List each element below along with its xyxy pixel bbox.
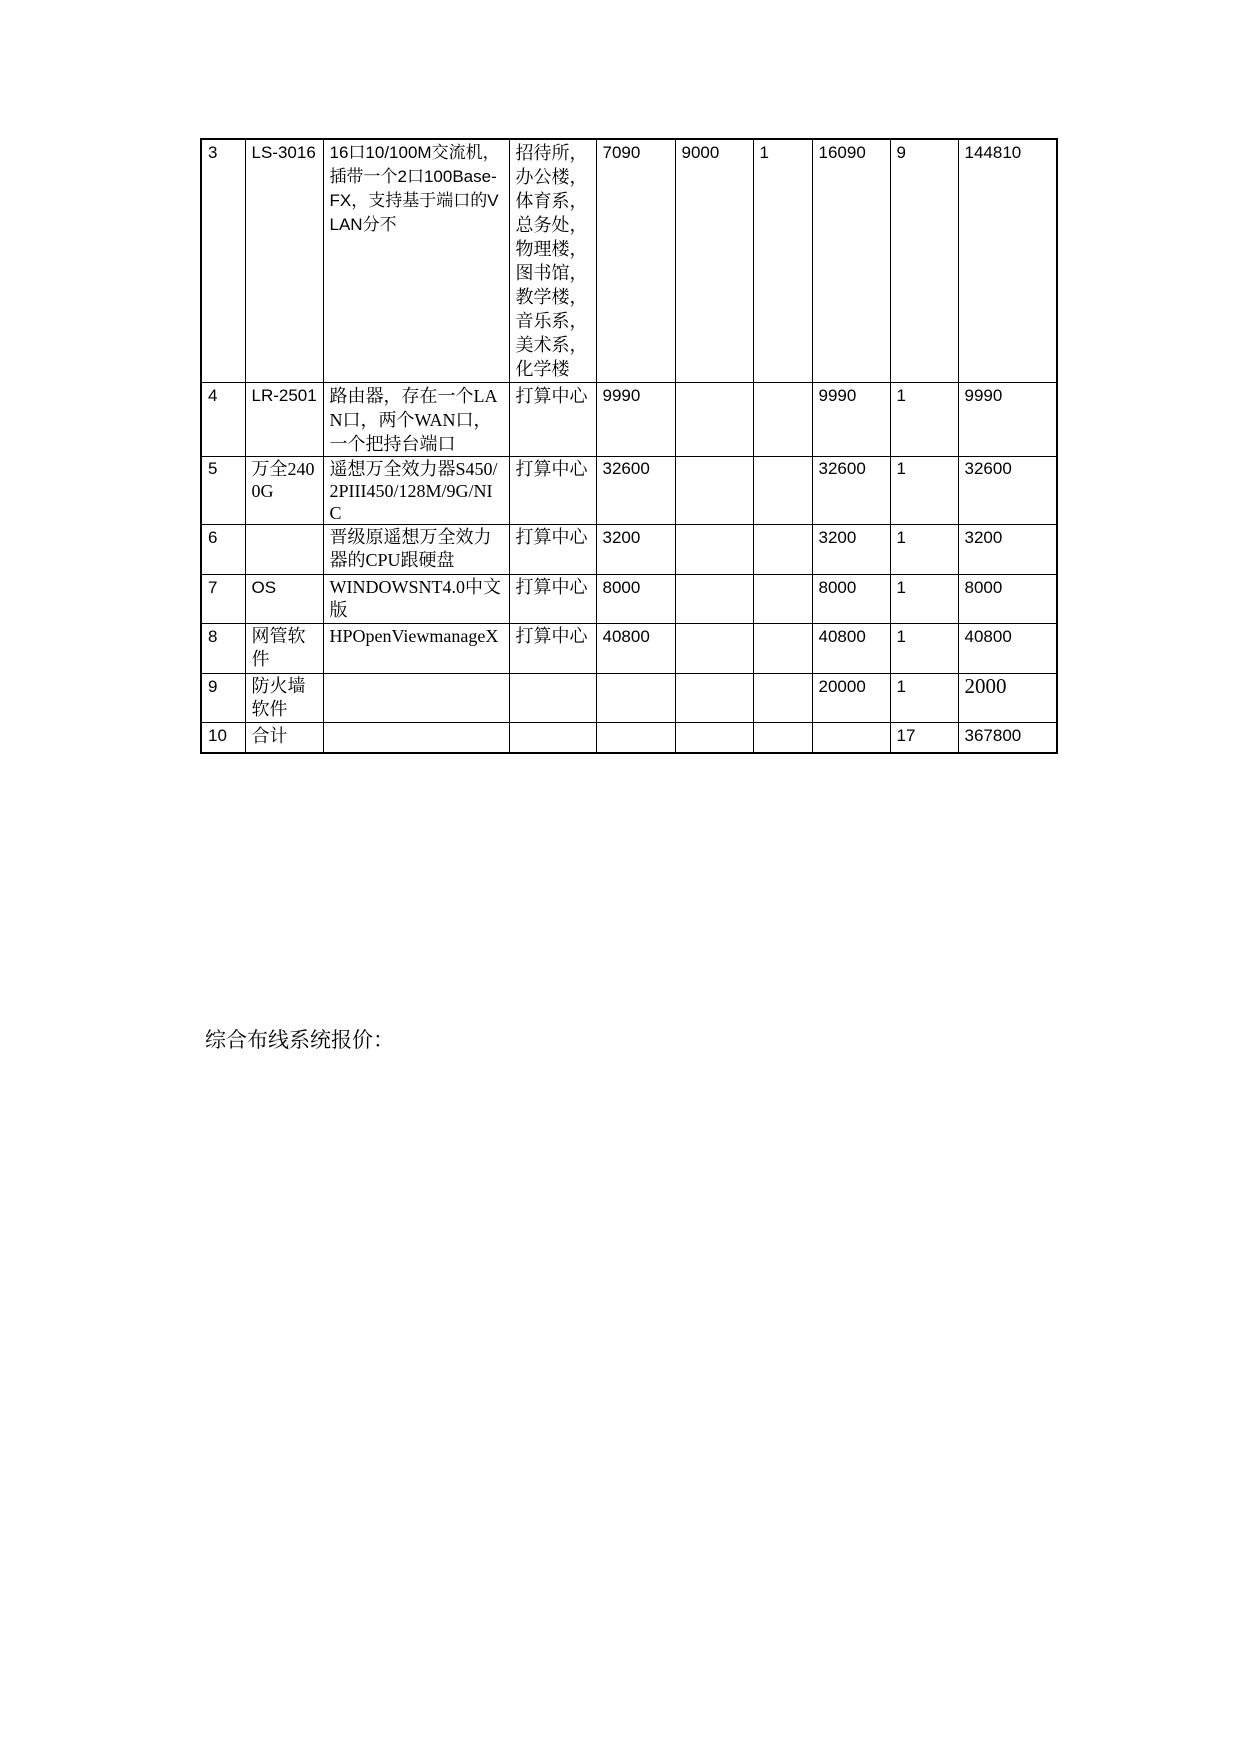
second-price-cell (675, 623, 753, 673)
subtotal-cell: 9990 (812, 382, 890, 456)
table-row (201, 139, 1057, 382)
model-cell: OS (245, 574, 323, 623)
model-cell (245, 524, 323, 574)
unit-price-cell (596, 673, 675, 722)
location-cell: 打算中心 (509, 623, 596, 673)
subtotal-cell: 32600 (812, 456, 890, 524)
description-cell (323, 673, 509, 722)
count-cell (753, 623, 812, 673)
table-row (201, 456, 1057, 524)
total-cell: 32600 (958, 456, 1057, 524)
location-cell: 打算中心 (509, 456, 596, 524)
subtotal-cell: 40800 (812, 623, 890, 673)
location-cell (509, 722, 596, 753)
description-cell: 遥想万全效力器S450/2PIII450/128M/9G/NIC (323, 456, 509, 524)
count-cell (753, 722, 812, 753)
quantity-cell: 17 (890, 722, 958, 753)
unit-price-cell: 8000 (596, 574, 675, 623)
total-cell: 40800 (958, 623, 1057, 673)
description-cell: WINDOWSNT4.0中文版 (323, 574, 509, 623)
total-cell: 9990 (958, 382, 1057, 456)
table-row (201, 673, 1057, 722)
model-cell: 网管软件 (245, 623, 323, 673)
item-number-cell: 3 (201, 139, 245, 382)
second-price-cell (675, 382, 753, 456)
subtotal-cell: 16090 (812, 139, 890, 382)
location-cell (509, 673, 596, 722)
unit-price-cell (596, 722, 675, 753)
description-cell (323, 722, 509, 753)
subtotal-cell: 8000 (812, 574, 890, 623)
total-cell: 3200 (958, 524, 1057, 574)
total-cell: 8000 (958, 574, 1057, 623)
item-number-cell: 5 (201, 456, 245, 524)
description-cell: HPOpenViewmanageX (323, 623, 509, 673)
quantity-cell: 9 (890, 139, 958, 382)
unit-price-cell: 3200 (596, 524, 675, 574)
unit-price-cell: 32600 (596, 456, 675, 524)
total-cell: 2000 (958, 673, 1057, 722)
location-cell: 打算中心 (509, 524, 596, 574)
location-cell: 招待所，办公楼，体育系，总务处，物理楼，图书馆，教学楼，音乐系，美术系，化学楼 (509, 139, 596, 382)
subtotal-cell (812, 722, 890, 753)
table-row (201, 382, 1057, 456)
unit-price-cell: 40800 (596, 623, 675, 673)
location-cell: 打算中心 (509, 574, 596, 623)
quantity-cell: 1 (890, 623, 958, 673)
count-cell (753, 456, 812, 524)
table-row (201, 722, 1057, 753)
subtotal-cell: 20000 (812, 673, 890, 722)
location-cell: 打算中心 (509, 382, 596, 456)
total-cell: 144810 (958, 139, 1057, 382)
item-number-cell: 4 (201, 382, 245, 456)
cabling-quote-heading: 综合布线系统报价： (205, 1028, 394, 1052)
description-cell: 路由器，存在一个LAN口，两个WAN口，一个把持台端口 (323, 382, 509, 456)
second-price-cell (675, 574, 753, 623)
subtotal-cell: 3200 (812, 524, 890, 574)
quote-table (200, 138, 1058, 754)
count-cell (753, 382, 812, 456)
model-cell: 防火墙软件 (245, 673, 323, 722)
count-cell (753, 524, 812, 574)
second-price-cell (675, 524, 753, 574)
table-row (201, 623, 1057, 673)
second-price-cell (675, 456, 753, 524)
count-cell: 1 (753, 139, 812, 382)
count-cell (753, 673, 812, 722)
unit-price-cell: 7090 (596, 139, 675, 382)
quantity-cell: 1 (890, 524, 958, 574)
item-number-cell: 7 (201, 574, 245, 623)
model-cell: LS-3016 (245, 139, 323, 382)
quantity-cell: 1 (890, 673, 958, 722)
quote-table-body (201, 139, 1057, 753)
second-price-cell (675, 673, 753, 722)
item-number-cell: 9 (201, 673, 245, 722)
description-cell: 晋级原遥想万全效力器的CPU跟硬盘 (323, 524, 509, 574)
model-cell: LR-2501 (245, 382, 323, 456)
quantity-cell: 1 (890, 382, 958, 456)
item-number-cell: 6 (201, 524, 245, 574)
table-row (201, 574, 1057, 623)
description-cell: 16口10/100M交流机，插带一个2口100Base-FX，支持基于端口的VLAN分不 (323, 139, 509, 382)
model-cell: 万全2400G (245, 456, 323, 524)
item-number-cell: 10 (201, 722, 245, 753)
model-cell: 合计 (245, 722, 323, 753)
item-number-cell: 8 (201, 623, 245, 673)
quantity-cell: 1 (890, 456, 958, 524)
table-row (201, 524, 1057, 574)
unit-price-cell: 9990 (596, 382, 675, 456)
second-price-cell (675, 722, 753, 753)
second-price-cell: 9000 (675, 139, 753, 382)
count-cell (753, 574, 812, 623)
total-cell: 367800 (958, 722, 1057, 753)
quantity-cell: 1 (890, 574, 958, 623)
